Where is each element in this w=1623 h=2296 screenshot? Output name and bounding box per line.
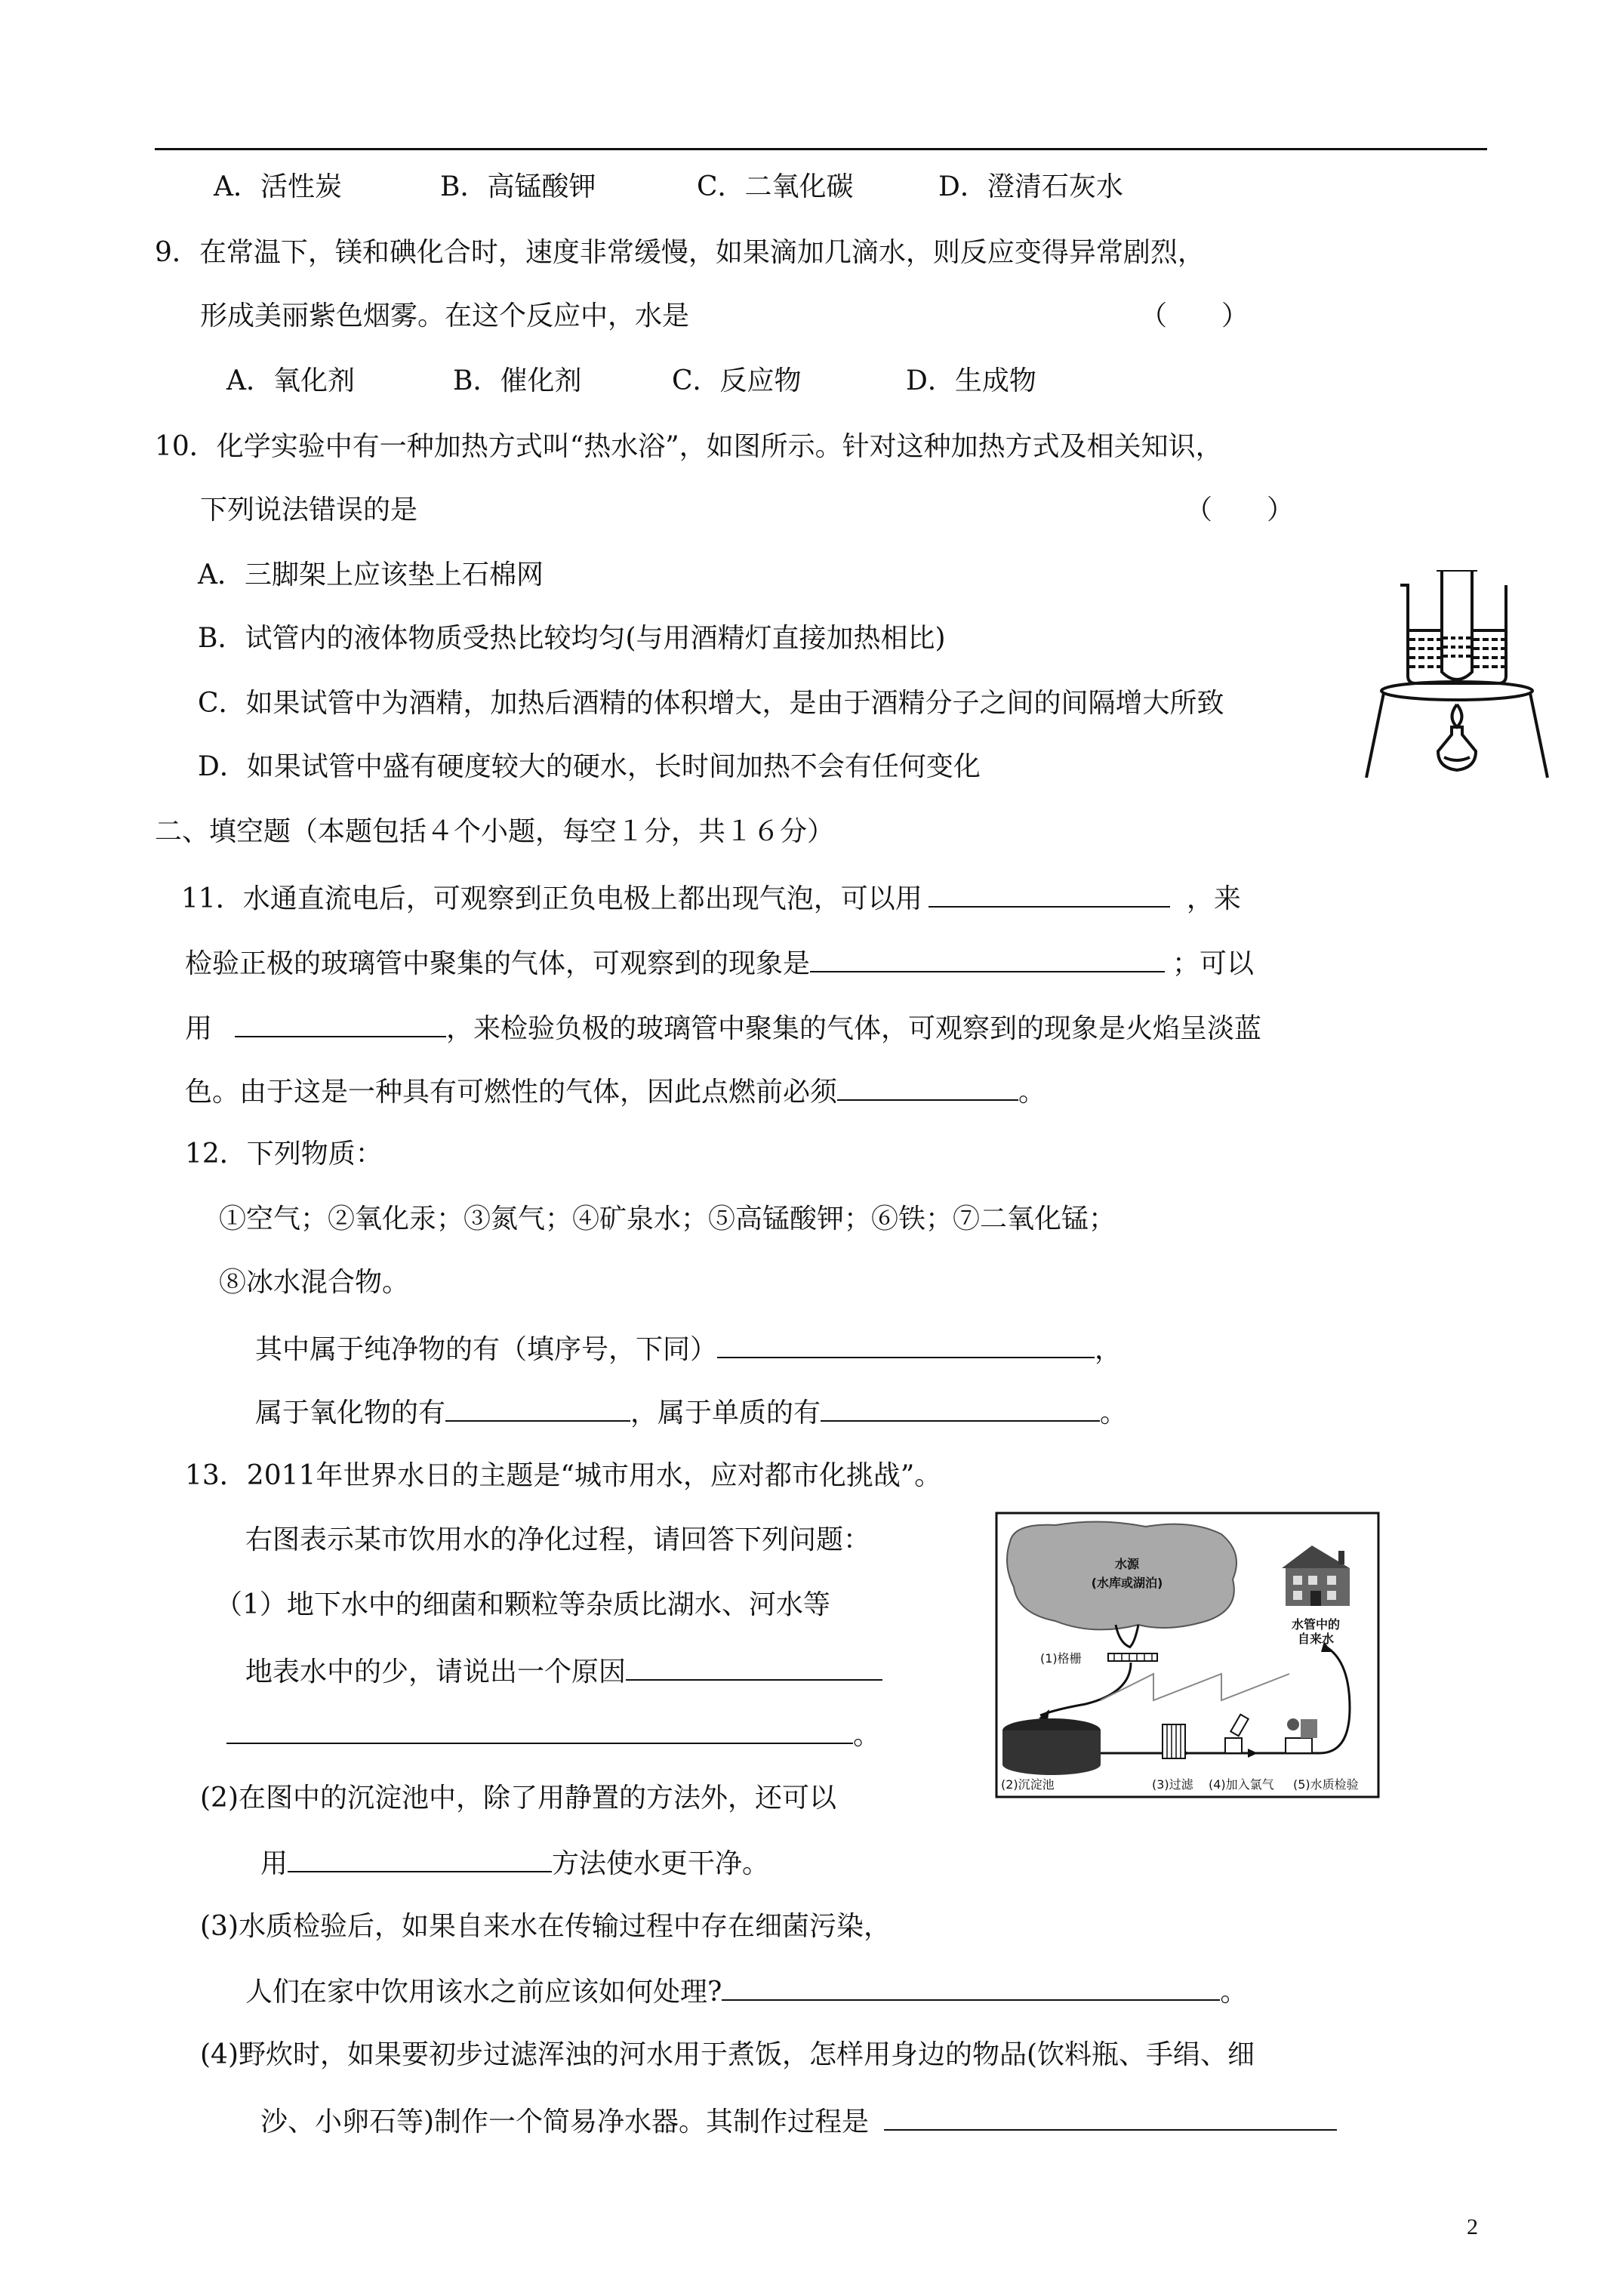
water-bath-figure <box>1363 570 1559 789</box>
q12-blank-oxide[interactable] <box>445 1395 630 1422</box>
q12-blank-pure[interactable] <box>717 1331 1095 1358</box>
q11-line2 <box>185 945 1254 981</box>
q13-blank-2[interactable] <box>288 1845 552 1872</box>
source-label-1: 水源 <box>1114 1557 1140 1571</box>
q10-option-c: C．如果试管中为酒精，加热后酒精的体积增大，是由于酒精分子之间的间隔增大所致 <box>198 688 1224 719</box>
q13-blank-1b[interactable] <box>226 1717 853 1744</box>
q11-line1-text: 11．水通直流电后，可观察到正负电极上都出现气泡，可以用 <box>181 883 922 914</box>
q11-line3 <box>185 1010 1261 1046</box>
q12-line4-tail: 。 <box>1100 1398 1128 1428</box>
q12-list-line1: ①空气；②氧化汞；③氮气；④矿泉水；⑤高锰酸钾；⑥铁；⑦二氧化锰； <box>219 1203 1116 1234</box>
chlorine-label: (4)加入氯气 <box>1209 1777 1274 1792</box>
q13-part3-tail: 。 <box>1220 1977 1248 2008</box>
q9-stem-line2: 形成美丽紫色烟雾。在这个反应中，水是 <box>200 300 690 331</box>
q11-blank-3[interactable] <box>235 1010 446 1037</box>
header-rule <box>155 148 1487 150</box>
q13-part4-line1: (4)野炊时，如果要初步过滤浑浊的河水用于煮饭，怎样用身边的物品(饮料瓶、手绢、细 <box>200 2039 1255 2070</box>
q13-part4-prompt: 沙、小卵石等)制作一个简易净水器。其制作过程是 <box>260 2106 870 2137</box>
q13-blank-3[interactable] <box>722 1974 1220 2001</box>
q11-line3-text: 用 <box>185 1013 213 1044</box>
q8-option-d: D．澄清石灰水 <box>938 171 1123 202</box>
q13-part1-line1: （1）地下水中的细菌和颗粒等杂质比湖水、河水等 <box>215 1589 830 1620</box>
q10-option-d: D．如果试管中盛有硬度较大的硬水，长时间加热不会有任何变化 <box>198 751 981 782</box>
q11-line4-text: 色。由于这是一种具有可燃性的气体，因此点燃前必须 <box>185 1077 838 1108</box>
source-label-2: (水库或湖泊) <box>1091 1576 1163 1590</box>
q12-line3-tail: ， <box>1095 1334 1123 1365</box>
q13-title: 13．2011年世界水日的主题是“城市用水，应对都市化挑战”。 <box>185 1460 942 1491</box>
q9-options <box>226 365 1036 398</box>
q13-part3-line2 <box>245 1974 1247 2009</box>
test-label: (5)水质检验 <box>1293 1777 1359 1792</box>
q12-element-label: ，属于单质的有 <box>630 1398 821 1428</box>
tap-label-2: 自来水 <box>1297 1632 1335 1646</box>
q8-option-a: A．活性炭 <box>214 171 342 202</box>
q12-blank-element[interactable] <box>821 1395 1100 1422</box>
q12-line4 <box>255 1395 1127 1430</box>
q11-blank-4[interactable] <box>837 1074 1018 1101</box>
q12-pure-label: 其中属于纯净物的有（填序号，下同） <box>255 1334 718 1365</box>
q12-line3 <box>255 1331 1122 1367</box>
q11-line1 <box>181 880 1241 916</box>
q13-part3-line1: (3)水质检验后，如果自来水在传输过程中存在细菌污染， <box>200 1911 891 1942</box>
page-number: 2 <box>1467 2214 1478 2239</box>
q9-answer-paren: （ ） <box>1140 300 1249 331</box>
q13-part2-line1: (2)在图中的沉淀池中，除了用静置的方法外，还可以 <box>200 1783 836 1814</box>
sediment-label: (2)沉淀池 <box>1001 1777 1055 1792</box>
q9-option-d: D．生成物 <box>906 365 1036 396</box>
q10-stem-line2: 下列说法错误的是 <box>200 495 418 525</box>
q11-blank-1[interactable] <box>929 880 1170 908</box>
q9-stem-line1: 9．在常温下，镁和碘化合时，速度非常缓慢，如果滴加几滴水，则反应变得异常剧烈， <box>155 237 1205 268</box>
q11-line2-text: 检验正极的玻璃管中聚集的气体，可观察到的现象是 <box>185 948 811 979</box>
q9-option-a: A．氧化剂 <box>226 365 355 396</box>
q11-line2-tail: ；可以 <box>1172 948 1255 979</box>
q10-answer-paren: （ ） <box>1185 495 1295 525</box>
q10-stem-line1: 10．化学实验中有一种加热方式叫“热水浴”，如图所示。针对这种加热方式及相关知识， <box>155 431 1223 462</box>
q8-option-c: C．二氧化碳 <box>697 171 854 202</box>
q10-option-a: A．三脚架上应该垫上石棉网 <box>198 559 544 590</box>
q13-part1-tail: 。 <box>853 1720 881 1751</box>
q11-blank-2[interactable] <box>810 945 1165 972</box>
q13-part3-prompt: 人们在家中饮用该水之前应该如何处理? <box>245 1977 722 2008</box>
q11-line4-tail: 。 <box>1018 1077 1046 1108</box>
q13-part2-prompt: 用 <box>260 1848 288 1879</box>
q11-line3-tail: ，来检验负极的玻璃管中聚集的气体，可观察到的现象是火焰呈淡蓝 <box>446 1013 1262 1044</box>
tap-label-1: 水管中的 <box>1291 1617 1341 1632</box>
q13-blank-1a[interactable] <box>626 1653 882 1681</box>
q13-part4-line2 <box>260 2103 1337 2139</box>
water-purification-figure <box>995 1512 1380 1798</box>
q12-oxide-label: 属于氧化物的有 <box>255 1398 446 1428</box>
q12-list-line2: ⑧冰水混合物。 <box>219 1267 410 1298</box>
section2-heading: 二、填空题（本题包括４个小题，每空１分，共１６分） <box>155 816 835 847</box>
q13-intro: 右图表示某市饮用水的净化过程，请回答下列问题： <box>245 1524 871 1555</box>
q11-line1-tail: ，来 <box>1186 883 1241 914</box>
q11-line4 <box>185 1074 1046 1109</box>
q13-blank-4[interactable] <box>884 2103 1337 2131</box>
q12-title: 12．下列物质： <box>185 1139 383 1170</box>
q13-part1-prompt: 地表水中的少，请说出一个原因 <box>245 1657 627 1687</box>
q8-option-b: B．高锰酸钾 <box>440 171 596 202</box>
q13-part2-line2 <box>260 1845 769 1881</box>
grate-label: (1)格栅 <box>1040 1651 1082 1666</box>
q9-option-b: B．催化剂 <box>453 365 582 396</box>
filter-label: (3)过滤 <box>1152 1777 1193 1792</box>
q13-part2-tail: 方法使水更干净。 <box>552 1848 770 1879</box>
q13-part1-line2 <box>245 1653 882 1689</box>
q8-options <box>214 171 1123 204</box>
q13-part1-line3 <box>226 1717 880 1752</box>
q9-option-c: C．反应物 <box>672 365 802 396</box>
q10-option-b: B．试管内的液体物质受热比较均匀(与用酒精灯直接加热相比) <box>198 623 946 654</box>
